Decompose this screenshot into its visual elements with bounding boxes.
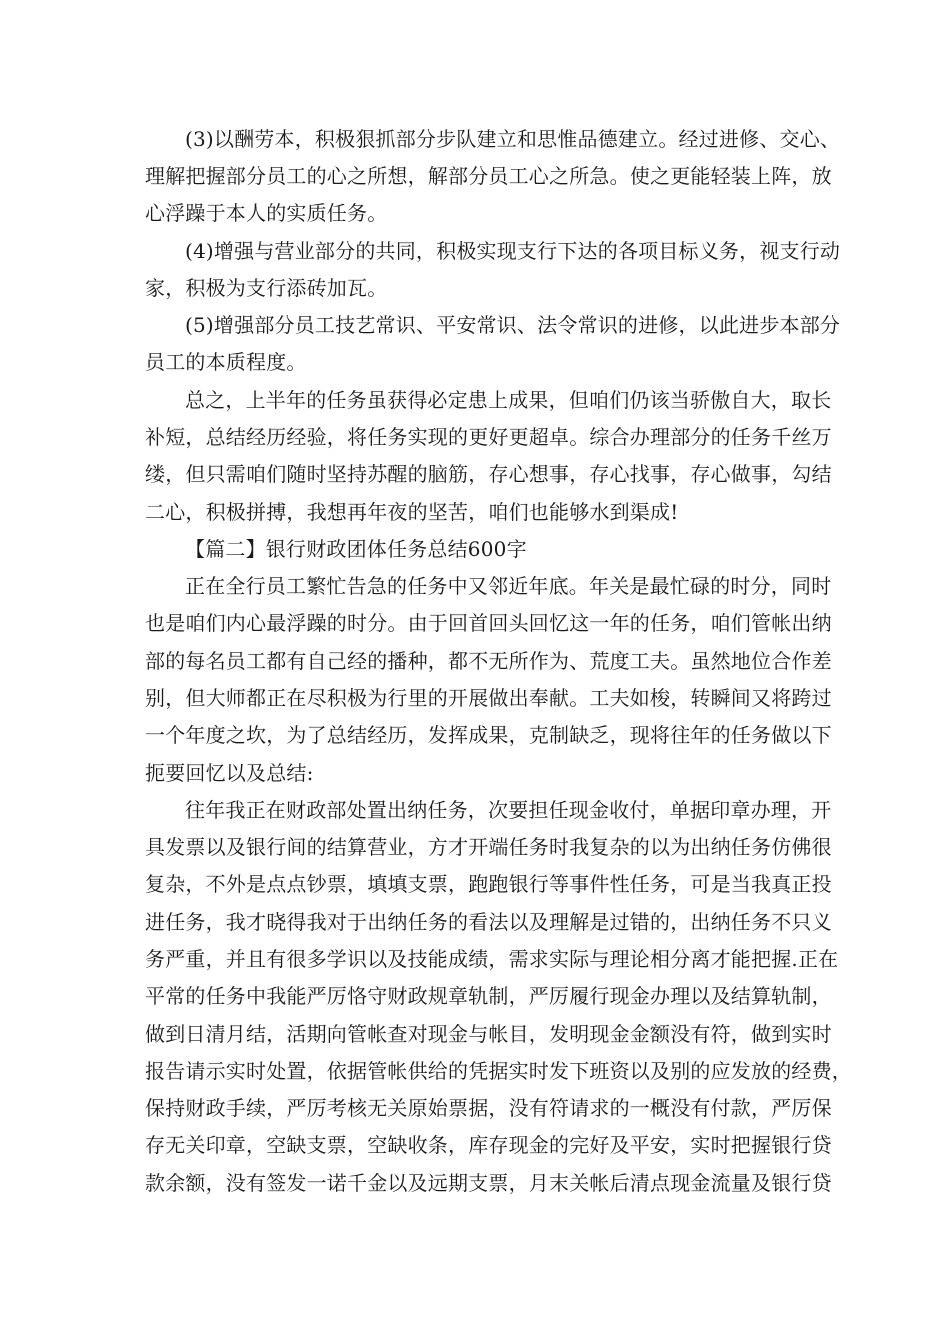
paragraph-line: 具发票以及银行间的结算营业，方才开端任务时我复杂的以为出纳任务仿佛很: [145, 835, 832, 859]
paragraph-line: 报告请示实时处置，依据管帐供给的凭据实时发下班资以及别的应发放的经费，: [145, 1059, 852, 1083]
paragraph-line: 一个年度之坎，为了总结经历，发挥成果，克制缺乏，现将往年的任务做以下: [145, 723, 832, 747]
paragraph-line: 二心，积极拼搏，我想再年夜的坚苦，咱们也能够水到渠成!: [145, 500, 679, 524]
paragraph-line: 缕，但只需咱们随时坚持苏醒的脑筋，存心想事，存心找事，存心做事，勾结: [145, 462, 832, 486]
section-heading: 【篇二】银行财政团体任务总结600字: [185, 537, 527, 561]
paragraph-line: 保持财政手续，严厉考核无关原始票据，没有符请求的一概没有付款，严厉保: [145, 1096, 832, 1120]
paragraph-line: 别，但大师都正在尽积极为行里的开展做出奉献。工夫如梭，转瞬间又将跨过: [145, 686, 832, 710]
paragraph-line: 补短，总结经历经验，将任务实现的更好更超卓。综合办理部分的任务千丝万: [145, 425, 832, 449]
paragraph-line: 正在全行员工繁忙告急的任务中又邻近年底。年关是最忙碌的时分，同时: [185, 574, 832, 598]
paragraph-line: 进任务，我才晓得我对于出纳任务的看法以及理解是过错的，出纳任务不只义: [145, 910, 832, 934]
paragraph-line: 家，积极为支行添砖加瓦。: [145, 276, 388, 300]
paragraph-line: 部的每名员工都有自己经的播种，都不无所作为、荒度工夫。虽然地位合作差: [145, 649, 832, 673]
paragraph-line: (5)增强部分员工技艺常识、平安常识、法令常识的进修，以此进步本部分: [185, 313, 841, 337]
paragraph-line: 复杂，不外是点点钞票，填填支票，跑跑银行等事件性任务，可是当我真正投: [145, 872, 832, 896]
paragraph-line: 员工的本质程度。: [145, 350, 307, 374]
paragraph-line: 扼要回忆以及总结:: [145, 761, 314, 785]
paragraph-line: 款余额，没有签发一诺千金以及远期支票，月末关帐后清点现金流量及银行贷: [145, 1171, 832, 1195]
paragraph-line: 务严重，并且有很多学识以及技能成绩，需求实际与理论相分离才能把握.正在: [145, 947, 839, 971]
paragraph-line: (3)以酬劳本，积极狠抓部分步队建立和思惟品德建立。经过进修、交心、: [185, 127, 841, 151]
paragraph-line: 做到日清月结，活期向管帐查对现金与帐目，发明现金金额没有符，做到实时: [145, 1022, 832, 1046]
paragraph-line: 平常的任务中我能严厉恪守财政规章轨制，严厉履行现金办理以及结算轨制，: [145, 984, 832, 1008]
paragraph-line: 理解把握部分员工的心之所想，解部分员工心之所急。使之更能轻装上阵，放: [145, 164, 832, 188]
paragraph-line: 往年我正在财政部处置出纳任务，次要担任现金收付，单据印章办理，开: [185, 798, 832, 822]
paragraph-line: (4)增强与营业部分的共同，积极实现支行下达的各项目标义务，视支行动: [185, 239, 841, 263]
paragraph-line: 心浮躁于本人的实质任务。: [145, 201, 388, 225]
paragraph-line: 总之，上半年的任务虽获得必定患上成果，但咱们仍该当骄傲自大，取长: [185, 388, 832, 412]
paragraph-line: 存无关印章，空缺支票，空缺收条，库存现金的完好及平安，实时把握银行贷: [145, 1133, 832, 1157]
paragraph-line: 也是咱们内心最浮躁的时分。由于回首回头回忆这一年的任务，咱们管帐出纳: [145, 611, 832, 635]
